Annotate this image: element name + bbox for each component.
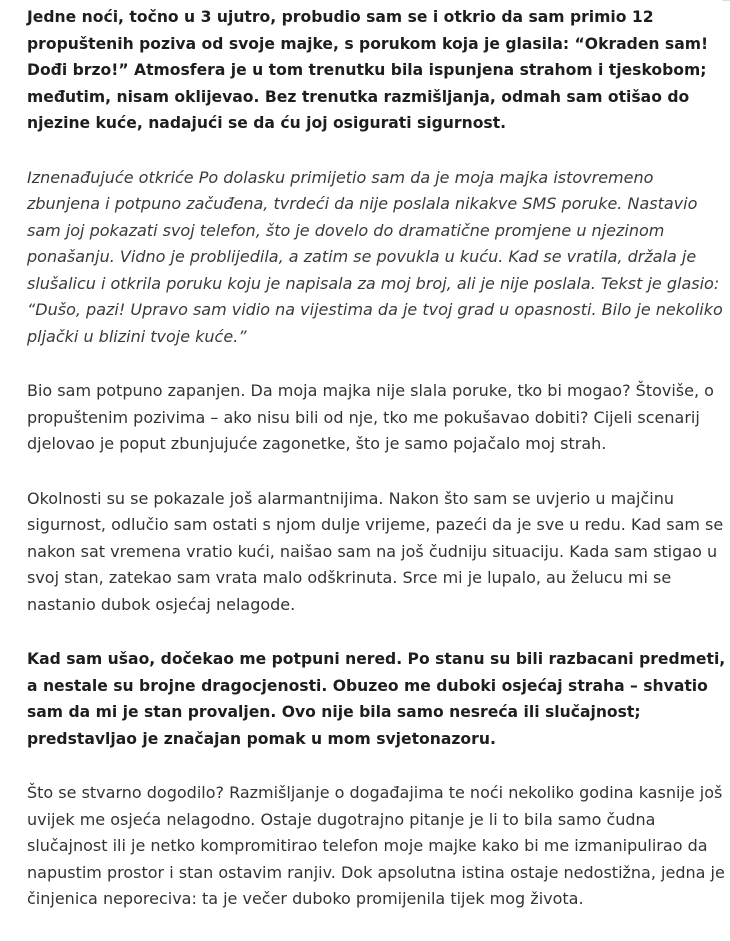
paragraph-surprising-discovery: Iznenađujuće otkriće Po dolasku primijetio sam da je moja majka istovremeno zbunjena i potpuno začuđena, tvrdeći da nije poslala nikakve SMS poruke. Nastavio sam joj pokazati svoj telefon, što je dovelo do dramatične promjene u njezinom ponašanju. Vidno je problijedila, a zatim se povukla u kuću. Kad se vratila, držala je slušalicu i otkrila poruku koju je napisala za moj broj, ali je nije poslala. Tekst je glasio: “Dušo, pazi! Upravo sam vidio na vijestima da je tvoj grad u opasnosti. Bilo je nekoliko pljački u blizini tvoje kuće.”	[27, 167, 723, 346]
paragraph-reflection: Što se stvarno dogodilo? Razmišljanje o događajima te noći nekoliko godina kasnije još uvijek me osjeća nelagodno. Ostaje dugotrajno pitanje je li to bila samo čudna slučajnost ili je netko kompromitirao telefon moje majke kako bi me izmanipulirao da napustim prostor i stan ostavim ranjiv. Dok apsolutna istina ostaje nedostižna, jedna je činjenica neporeciva: ta je večer duboko promijenila tijek mog života.	[27, 783, 725, 908]
paragraph-confusion: Bio sam potpuno zapanjen. Da moja majka nije slala poruke, tko bi mogao? Štoviše, o propuštenim pozivima – ako nisu bili od nje, tko me pokušavao dobiti? Cijeli scenarij djelovao je poput zbunjujuće zagonetke, što je samo pojačalo moj strah.	[27, 381, 714, 453]
paragraph-intro: Jedne noći, točno u 3 ujutro, probudio sam se i otkrio da sam primio 12 propuštenih poziva od svoje majke, s porukom koja je glasila: “Okraden sam! Dođi brzo!” Atmosfera je u tom trenutku bila ispunjena strahom i tjeskobom; međutim, nisam oklijevao. Bez trenutka razmišljanja, odmah sam otišao do njezine kuće, nadajući se da ću joj osigurati sigurnost.	[27, 8, 709, 132]
article-body	[27, 4, 727, 941]
top-edge-divider	[722, 0, 730, 1]
paragraph-circumstances: Okolnosti su se pokazale još alarmantnijima. Nakon što sam se uvjerio u majčinu sigurnost, odlučio sam ostati s njom dulje vrijeme, pazeći da je sve u redu. Kad sam se nakon sat vremena vratio kući, naišao sam na još čudniju situaciju. Kada sam stigao u svoj stan, zatekao sam vrata malo odškrinuta. Srce mi je lupalo, au želucu mi se nastanio dubok osjećaj nelagode.	[27, 488, 724, 614]
paragraph-burglary: Kad sam ušao, dočekao me potpuni nered. Po stanu su bili razbacani predmeti, a nestale su brojne dragocjenosti. Obuzeo me duboki osjećaj straha – shvatio sam da mi je stan provaljen. Ovo nije bila samo nesreća ili slučajnost; predstavljao je značajan pomak u mom svjetonazoru.	[27, 650, 726, 748]
